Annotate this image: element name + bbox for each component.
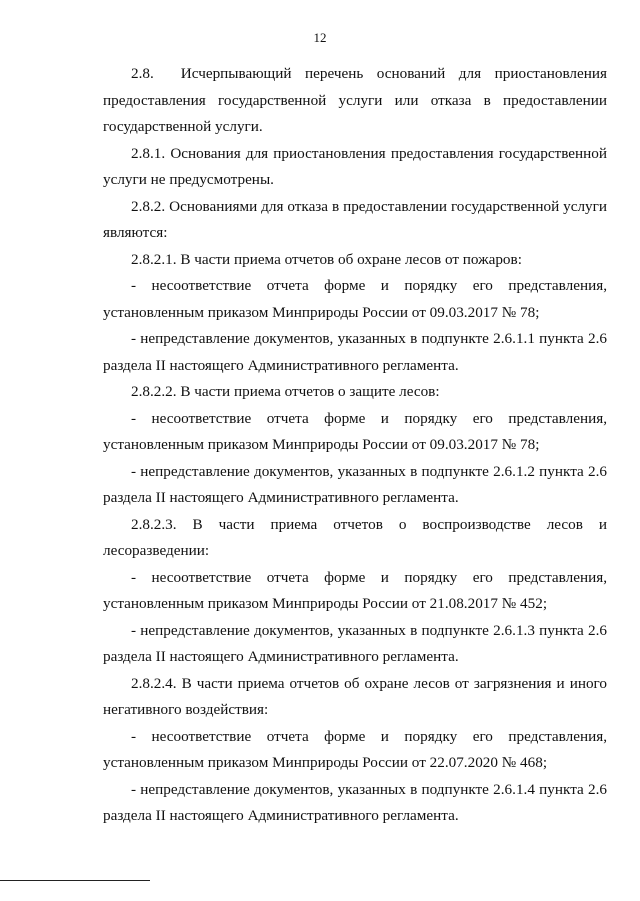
list-item: - несоответствие отчета форме и порядку его представления, установленным приказом Минприроды России от 22.07.2020 № 468;	[103, 727, 607, 771]
paragraph-2-8-2-2: 2.8.2.2. В части приема отчетов о защите лесов:	[131, 383, 440, 400]
list-item: - непредставление документов, указанных в подпункте 2.6.1.3 пункта 2.6 раздела II настоящего Административного регламента.	[103, 621, 607, 665]
list-item: - несоответствие отчета форме и порядку его представления, установленным приказом Минприроды России от 09.03.2017 № 78;	[103, 277, 607, 321]
paragraph-2-8-2-3: 2.8.2.3. В части приема отчетов о воспроизводстве лесов и лесоразведении:	[103, 515, 607, 559]
list-item: - несоответствие отчета форме и порядку его представления, установленным приказом Минприроды России от 21.08.2017 № 452;	[103, 568, 607, 612]
document-body	[103, 61, 607, 830]
paragraph-2-8-1: 2.8.1. Основания для приостановления предоставления государственной услуги не предусмотрены.	[103, 144, 607, 188]
paragraph-2-8-2-4: 2.8.2.4. В части приема отчетов об охране лесов от загрязнения и иного негативного воздействия:	[103, 674, 607, 718]
list-item: - непредставление документов, указанных в подпункте 2.6.1.2 пункта 2.6 раздела II настоящего Административного регламента.	[103, 462, 607, 506]
list-item: - непредставление документов, указанных в подпункте 2.6.1.4 пункта 2.6 раздела II настоящего Административного регламента.	[103, 780, 607, 824]
footer-divider	[0, 880, 150, 881]
paragraph-2-8-2-1: 2.8.2.1. В части приема отчетов об охране лесов от пожаров:	[131, 250, 522, 268]
section-heading-2-8: 2.8. Исчерпывающий перечень оснований для приостановления предоставления государственной услуги или отказа в предоставлении государственной услуги.	[103, 65, 607, 135]
list-item: - непредставление документов, указанных в подпункте 2.6.1.1 пункта 2.6 раздела II настоящего Административного регламента.	[103, 330, 607, 374]
paragraph-2-8-2: 2.8.2. Основаниями для отказа в предоставлении государственной услуги являются:	[103, 197, 607, 241]
list-item: - несоответствие отчета форме и порядку его представления, установленным приказом Минприроды России от 09.03.2017 № 78;	[103, 409, 607, 453]
page-number: 12	[313, 30, 327, 45]
